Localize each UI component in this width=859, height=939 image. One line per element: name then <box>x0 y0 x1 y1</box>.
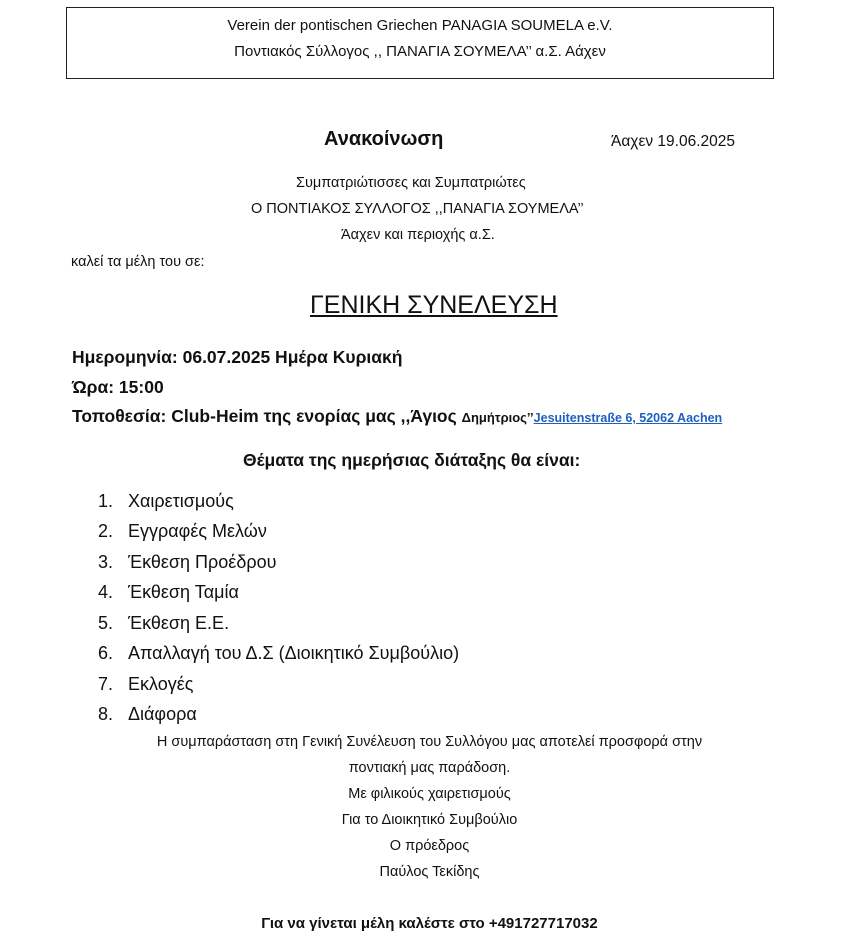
closing-line-1: Η συμπαράσταση στη Γενική Συνέλευση του Συλλόγου μας αποτελεί προσφορά στην <box>156 734 703 750</box>
greeting-line-1: Συμπατριώτισσες και Συμπατριώτες <box>296 175 526 191</box>
meeting-location <box>72 406 722 427</box>
meeting-time: Ώρα: 15:00 <box>72 377 164 397</box>
meeting-title: ΓΕΝΙΚΗ ΣΥΝΕΛΕΥΣΗ <box>310 291 558 319</box>
closing-line-2: ποντιακή μας παράδοση. <box>348 760 511 776</box>
header-line-german: Verein der pontischen Griechen PANAGIA SOUMELA e.V. <box>227 17 613 34</box>
meeting-date: Ημερομηνία: 06.07.2025 Ημέρα Κυριακή <box>72 347 403 367</box>
announcement-title: Ανακοίνωση <box>324 128 444 150</box>
closing-line-5: Ο πρόεδρος <box>389 838 470 854</box>
agenda-item: 7. Εκλογές <box>98 674 194 694</box>
greeting-line-3: Άαχεν και περιοχής α.Σ. <box>341 227 495 243</box>
greeting-line-2: Ο ΠΟΝΤΙΑΚΟΣ ΣΥΛΛΟΓΟΣ ,,ΠΑΝΑΓΙΑ ΣΟΥΜΕΛΑ’’ <box>251 201 584 217</box>
agenda-heading: Θέματα της ημερήσιας διάταξης θα είναι: <box>243 450 581 470</box>
location-prefix: Τοποθεσία: Club-Heim της ενορίας μας ,,Άγιος <box>72 406 462 426</box>
announcement-date: Άαχεν 19.06.2025 <box>611 133 735 150</box>
location-address-link[interactable]: Jesuitenstraße 6, 52062 Aachen <box>533 411 723 425</box>
closing-line-4: Για το Διοικητικό Συμβούλιο <box>341 812 518 828</box>
agenda-item: 8. Διάφορα <box>98 704 197 724</box>
header-line-greek: Ποντιακός Σύλλογος ,, ΠΑΝΑΓΙΑ ΣΟΥΜΕΛΑ’’ α.Σ. Αάχεν <box>234 43 606 60</box>
header-box <box>66 7 774 79</box>
agenda-item: 4. Έκθεση Ταμία <box>98 582 239 602</box>
footer-contact: Για να γίνεται μέλη καλέστε στο +491727717032 <box>261 915 598 932</box>
closing-line-6: Παύλος Τεκίδης <box>379 864 480 880</box>
invite-text: καλεί τα μέλη του σε: <box>71 254 205 270</box>
agenda-item: 5. Έκθεση Ε.Ε. <box>98 613 230 633</box>
agenda-item: 3. Έκθεση Προέδρου <box>98 552 277 572</box>
agenda-item: 1. Χαιρετισμούς <box>98 491 234 511</box>
location-saint: Δημήτριος’’ <box>461 410 534 425</box>
agenda-item: 6. Απαλλαγή του Δ.Σ (Διοικητικό Συμβούλιο) <box>98 643 460 663</box>
agenda-item: 2. Εγγραφές Μελών <box>98 521 267 541</box>
closing-line-3: Με φιλικούς χαιρετισμούς <box>348 786 511 802</box>
